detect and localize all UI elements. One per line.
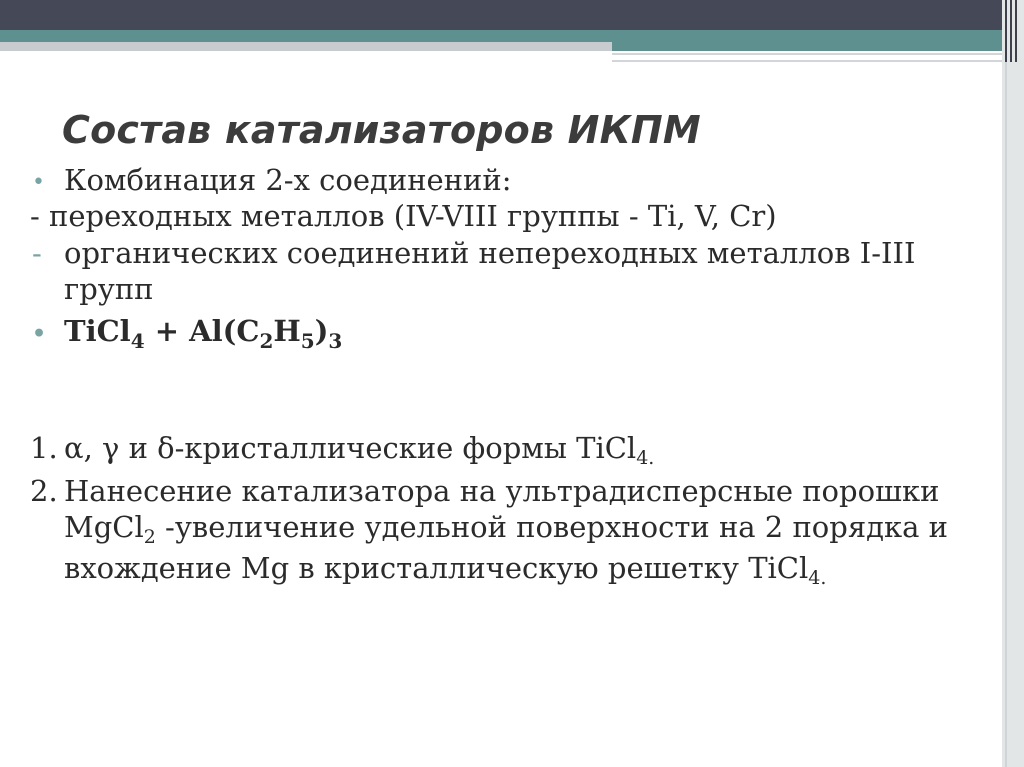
rail-stripe (1005, 0, 1007, 62)
formula-part: + Al(C (144, 314, 260, 348)
bullet-item (30, 162, 980, 198)
subscript: 4. (808, 566, 827, 589)
bullet-icon: • (32, 170, 45, 195)
rail-line (1005, 62, 1007, 767)
right-rail (1002, 0, 1024, 767)
rail-stripe (1015, 0, 1017, 62)
numbered-item (30, 430, 980, 471)
list-item-text: органических соединений непереходных металлов I-III групп (64, 235, 916, 306)
list-item (30, 198, 980, 234)
item-number: 1. (30, 431, 58, 465)
slide-title: Состав катализаторов ИКПМ (62, 108, 701, 152)
dash-item (30, 235, 980, 308)
subscript: 4. (636, 447, 655, 469)
formula-part: TiCl (64, 314, 131, 348)
header-stripe-gray (0, 42, 612, 51)
item-text-part: -увеличение удельной поверхности на 2 порядка и вхождение Mg в кристаллическую решетку TiCl (64, 510, 948, 585)
header-stripe-accent (612, 42, 1005, 51)
spacer (30, 354, 980, 430)
subscript: 2 (143, 526, 156, 548)
item-text (64, 430, 980, 471)
item-text-part: α, γ и δ-кристаллические формы TiCl (64, 431, 637, 465)
formula-subscript: 2 (259, 329, 274, 353)
formula-subscript: 4 (130, 329, 145, 353)
item-text-part: Нанесение катализатора на ультрадисперсные порошки MgCl (64, 473, 940, 544)
formula-subscript: 3 (328, 329, 343, 353)
header-thin-line (612, 53, 1005, 55)
top-band (0, 0, 1024, 30)
numbered-item (30, 473, 980, 591)
header-stripe (0, 30, 1005, 42)
slide-body (30, 162, 980, 591)
item-text (64, 473, 980, 591)
rail-stripe (1010, 0, 1012, 62)
dash-icon: - (32, 235, 42, 270)
formula-item (30, 313, 980, 354)
list-item-text: - переходных металлов (IV-VIII группы - Ti, V, Cr) (30, 199, 777, 234)
formula-part: H (273, 314, 301, 348)
formula-part: ) (314, 314, 329, 348)
formula-subscript: 5 (300, 329, 315, 353)
bullet-icon: • (32, 321, 47, 347)
header-thin-line (612, 60, 1005, 62)
intro-text: Комбинация 2-х соединений: (64, 163, 512, 197)
item-number: 2. (30, 473, 58, 508)
